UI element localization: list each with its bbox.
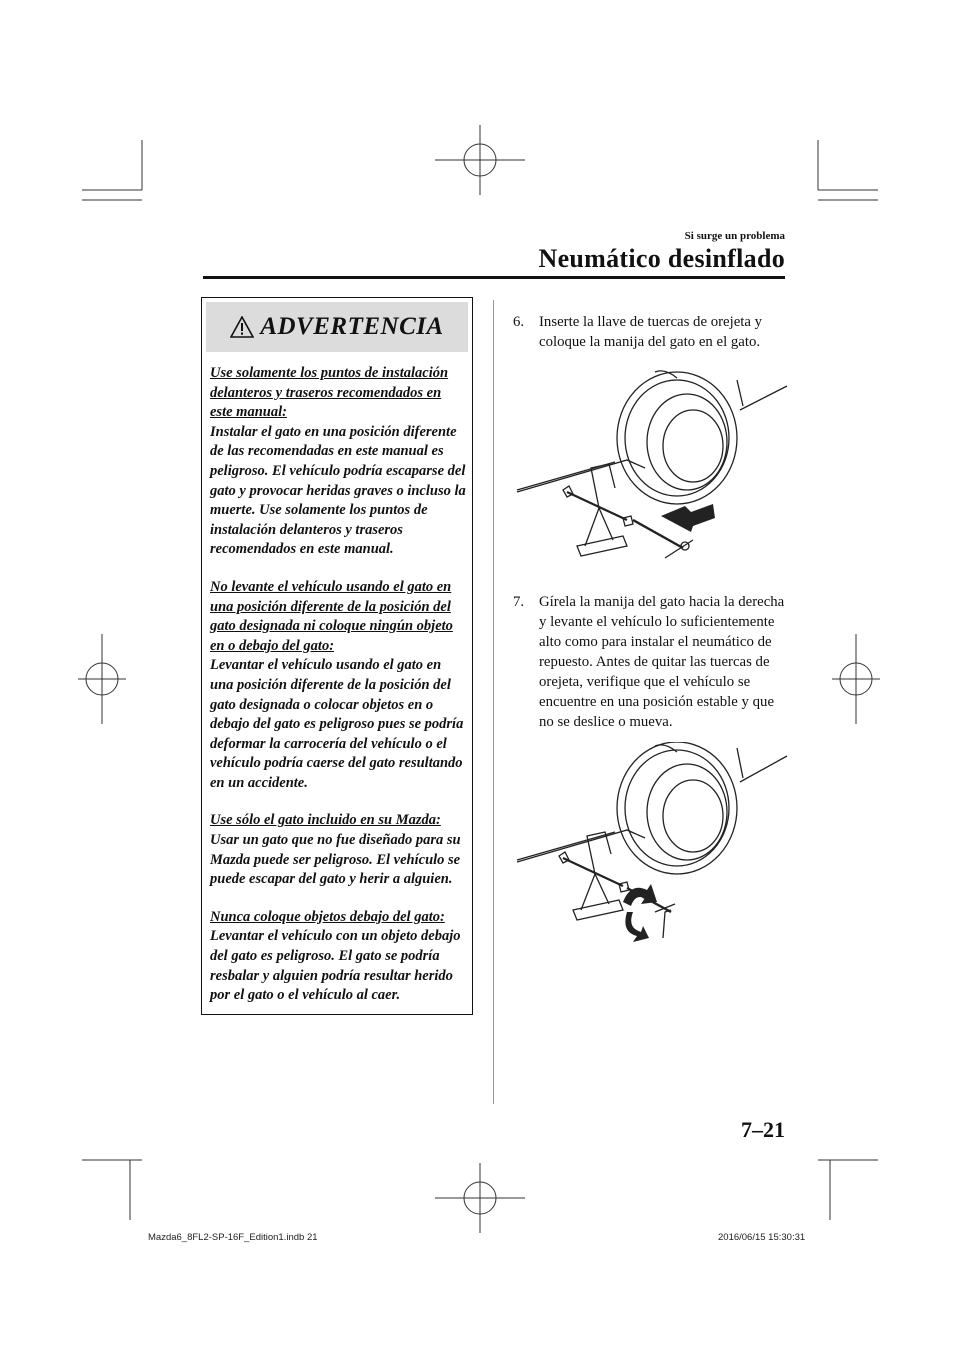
column-separator	[493, 300, 494, 1104]
warning-box	[201, 297, 473, 1015]
warning-title: ADVERTENCIA	[260, 313, 444, 340]
step-6	[513, 312, 788, 352]
warning-item	[210, 364, 466, 560]
warning-item-heading: Use sólo el gato incluido en su Mazda:	[210, 812, 441, 829]
warning-header	[206, 302, 468, 352]
step-7	[513, 592, 788, 732]
step-number: 6.	[513, 314, 525, 330]
warning-item-body: Usar un gato que no fue diseñado para su Mazda puede ser peligroso. El vehículo se puede escapar del gato y herir a alguien.	[210, 832, 461, 888]
step-text: Inserte la llave de tuercas de orejeta y coloque la manija del gato en el gato.	[539, 314, 763, 350]
section-title: Si surge un problema	[684, 230, 785, 242]
warning-item-heading: No levante el vehículo usando el gato en una posición diferente de la posición del gato designada ni coloque ningún objeto en o debajo del gato:	[210, 578, 453, 654]
warning-body	[210, 364, 466, 1024]
step-number: 7.	[513, 594, 525, 610]
warning-triangle-icon	[230, 316, 254, 338]
warning-item	[210, 908, 466, 1006]
warning-item-heading: Nunca coloque objetos debajo del gato:	[210, 908, 445, 925]
footer-timestamp: 2016/06/15 15:30:31	[718, 1232, 806, 1243]
warning-item	[210, 578, 466, 794]
warning-item-heading: Use solamente los puntos de instalación delanteros y traseros recomendados en este manual:	[210, 365, 449, 421]
jack-handle-turn-illustration	[515, 742, 790, 947]
jack-handle-insert-illustration	[515, 368, 790, 568]
warning-item	[210, 811, 466, 889]
warning-item-body: Levantar el vehículo con un objeto debajo del gato es peligroso. El gato se podría resbalar y alguien podría resultar herido por el gato o el vehículo al caer.	[210, 928, 461, 1004]
step-text: Gírela la manija del gato hacia la derecha y levante el vehículo lo suficientemente alto como para instalar el neumático de repuesto. Antes de quitar las tuercas de orejeta, verifique que el vehículo se encuentre en una posición estable y que no se deslice o mueva.	[539, 594, 785, 730]
warning-item-body: Levantar el vehículo usando el gato en una posición diferente de la posición del gato designada o colocar objetos en o debajo del gato es peligroso pues se podría deformar la carrocería del vehículo o el vehículo podría caerse del gato resultando en un accidente.	[210, 657, 464, 791]
footer-filename: Mazda6_8FL2-SP-16F_Edition1.indb 21	[148, 1232, 318, 1243]
chapter-title: Neumático desinflado	[538, 244, 785, 273]
page-number: 7–21	[741, 1117, 785, 1142]
header-rule	[203, 276, 785, 279]
warning-item-body: Instalar el gato en una posición diferente de las recomendadas en este manual es peligroso. El vehículo podría escaparse del gato y provocar heridas graves o incluso la muerte. Use solamente los puntos de instalación delanteros y traseros recomendados en este manual.	[210, 423, 466, 558]
